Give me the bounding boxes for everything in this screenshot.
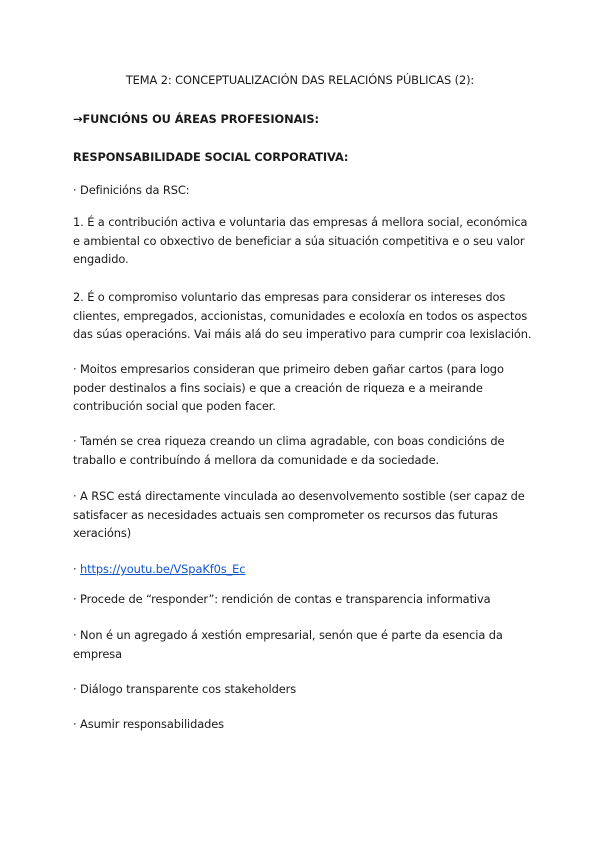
link-bullet: · <box>73 562 81 576</box>
point-4: · Procede de “responder”: rendición de contas e transparencia informativa <box>73 592 491 606</box>
point-1: · Moitos empresarios consideran que primeiro deben gañar cartos (para logo poder destinalos a fins sociais) e que a creación de riqueza e a meirande contribución social que poden facer. <box>73 362 504 414</box>
link-line <box>73 560 550 579</box>
definition-1: 1. É a contribución activa e voluntaria das empresas á mellora social, económica e ambiental co obxectivo de beneficiar a súa situación competitiva e o seu valor engadido. <box>73 215 528 267</box>
video-link[interactable]: https://youtu.be/VSpaKf0s_Ec <box>80 562 246 576</box>
point-5: · Non é un agregado á xestión empresarial, senón que é parte da esencia da empresa <box>73 628 503 661</box>
point-2: · Tamén se crea riqueza creando un clima agradable, con boas condicións de traballo e contribuíndo á mellora da comunidade e da sociedade. <box>73 434 505 467</box>
definitions-intro: · Definicións da RSC: <box>73 183 190 197</box>
point-7: · Asumir responsabilidades <box>73 717 224 731</box>
definition-2: 2. É o compromiso voluntario das empresas para considerar os intereses dos clientes, empregados, accionistas, comunidades e ecoloxía en todos os aspectos das súas operacións. Vai máis alá do seu imperativo para cumprir coa lexislación. <box>73 290 532 342</box>
point-3: · A RSC está directamente vinculada ao desenvolvemento sostible (ser capaz de satisfacer as necesidades actuais sen comprometer os recursos das futuras xeracións) <box>73 489 525 541</box>
document-title: TEMA 2: CONCEPTUALIZACIÓN DAS RELACIÓNS PÚBLICAS (2): <box>125 73 475 87</box>
subheading: RESPONSABILIDADE SOCIAL CORPORATIVA: <box>73 150 349 164</box>
point-6: · Diálogo transparente cos stakeholders <box>73 682 297 696</box>
section-heading: →FUNCIÓNS OU ÁREAS PROFESIONAIS: <box>73 112 319 126</box>
